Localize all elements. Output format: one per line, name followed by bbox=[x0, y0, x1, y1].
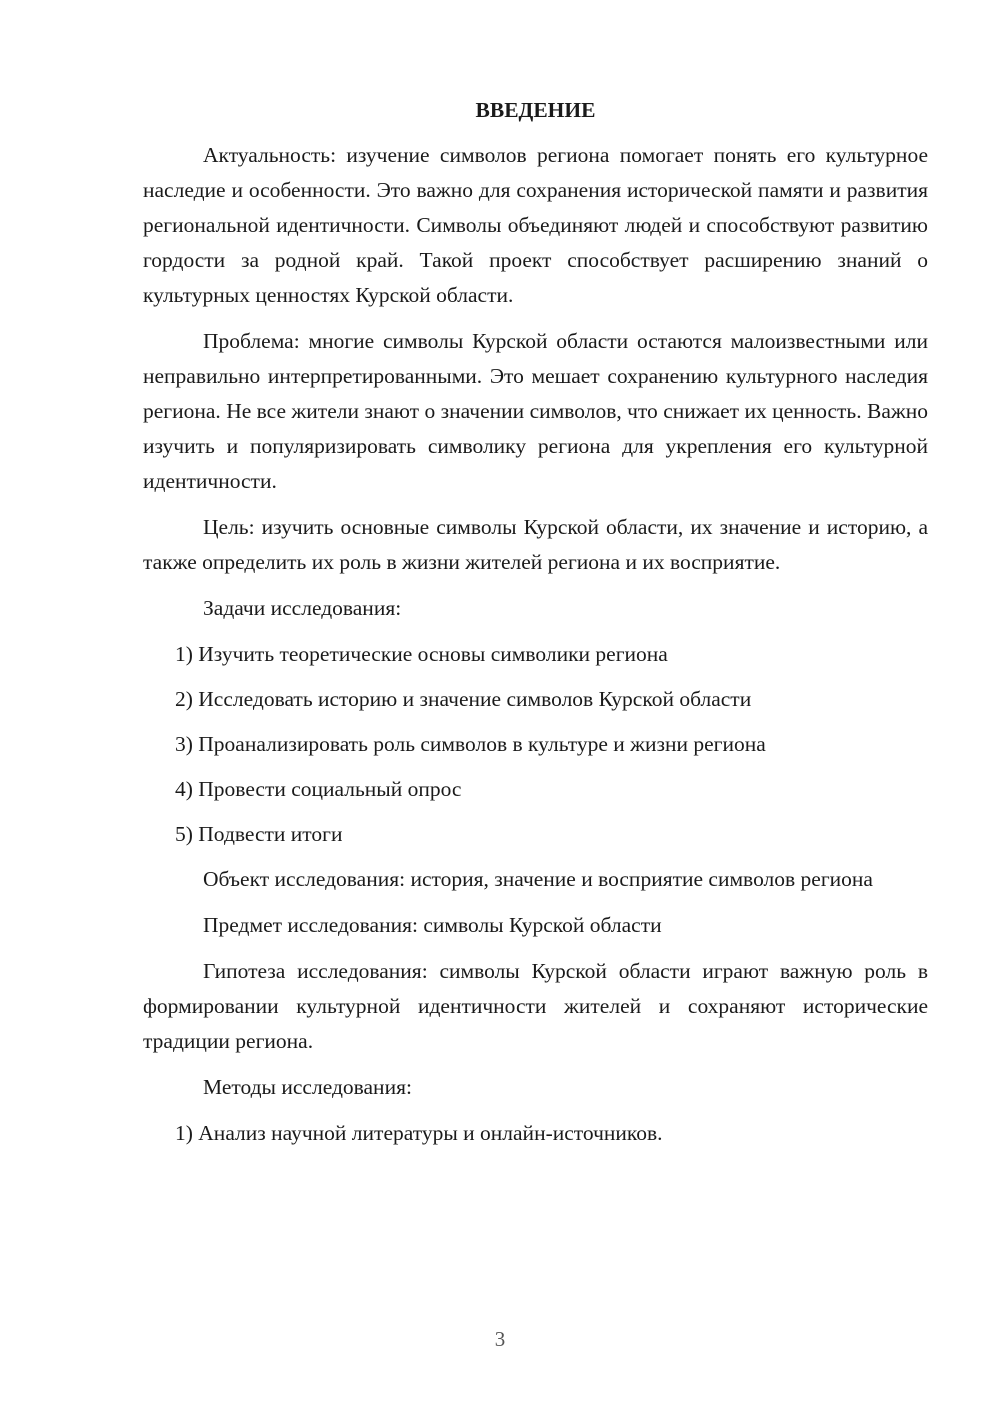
list-item: 1) Анализ научной литературы и онлайн-источников. bbox=[175, 1121, 663, 1145]
object-paragraph: Объект исследования: история, значение и восприятие символов региона bbox=[203, 867, 873, 891]
methods-list bbox=[143, 1116, 928, 1151]
tasks-title: Задачи исследования: bbox=[203, 596, 402, 620]
document-page bbox=[143, 93, 928, 1161]
page-number: 3 bbox=[494, 1327, 506, 1351]
list-item: 1) Изучить теоретические основы символики региона bbox=[175, 642, 668, 666]
problem-paragraph: Проблема: многие символы Курской области остаются малоизвестными или неправильно интерпретированными. Это мешает сохранению культурного наследия региона. Не все жители знают о значении символов, что снижает их ценность. Важно изучить и популяризировать символику региона для укрепления его культурной идентичности. bbox=[143, 329, 928, 493]
page-title: ВВЕДЕНИЕ bbox=[475, 98, 596, 122]
methods-title: Методы исследования: bbox=[203, 1075, 412, 1099]
relevance-paragraph: Актуальность: изучение символов региона помогает понять его культурное наследие и особенности. Это важно для сохранения исторической памяти и развития региональной идентичности. Символы объединяют людей и способствуют развитию гордости за родной край. Такой проект способствует расширению знаний о культурных ценностях Курской области. bbox=[143, 143, 928, 307]
hypothesis-paragraph: Гипотеза исследования: символы Курской области играют важную роль в формировании культурной идентичности жителей и сохраняют исторические традиции региона. bbox=[143, 959, 928, 1053]
list-item: 4) Провести социальный опрос bbox=[175, 777, 462, 801]
goal-paragraph: Цель: изучить основные символы Курской области, их значение и историю, а также определить их роль в жизни жителей региона и их восприятие. bbox=[143, 515, 928, 574]
list-item: 2) Исследовать историю и значение символов Курской области bbox=[175, 687, 752, 711]
list-item: 3) Проанализировать роль символов в культуре и жизни региона bbox=[175, 732, 766, 756]
subject-paragraph: Предмет исследования: символы Курской области bbox=[203, 913, 662, 937]
list-item: 5) Подвести итоги bbox=[175, 822, 343, 846]
tasks-list bbox=[143, 637, 928, 852]
